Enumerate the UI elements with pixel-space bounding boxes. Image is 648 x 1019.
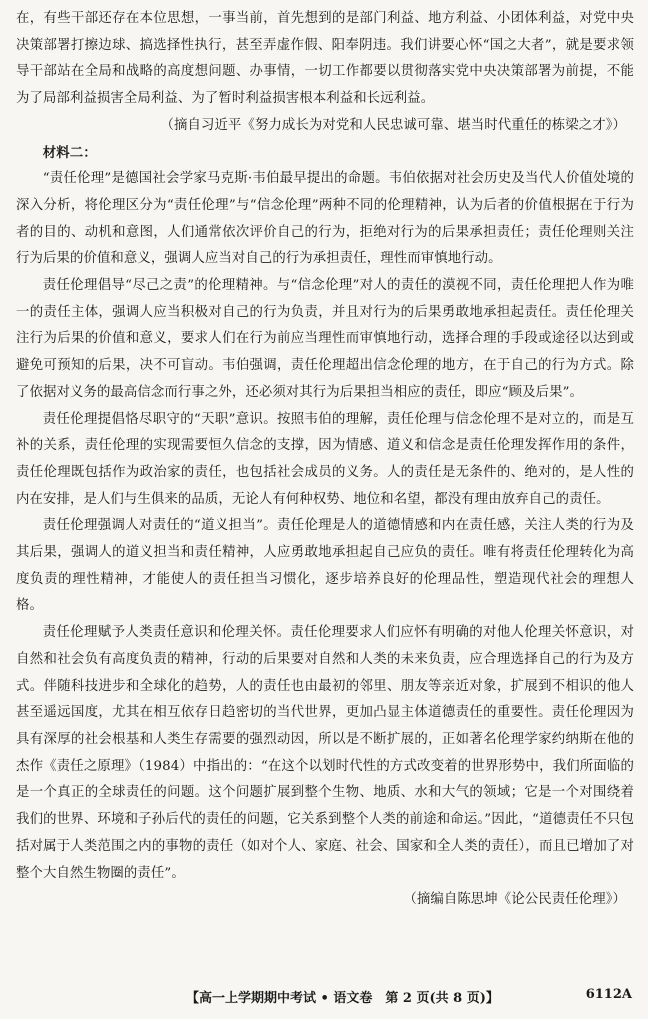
source-citation: （摘自习近平《努力成长为对党和人民忠诚可靠、堪当时代重任的栋梁之才》） xyxy=(160,117,626,133)
paragraph-continuation: 在，有些干部还存在本位思想，一事当前，首先想到的是部门利益、地方利益、小团体利益，对党中央决策部署打擦边球、搞选择性执行，甚至弄虚作假、阳奉阴违。我们讲要心怀“国之大者”，就是要求领导干部站在全局和战略的高度想问题、办事情，一切工作都要以贯彻落实党中央决策部署为前提，不能为了局部利益损害全局利益、为了暂时利益损害根本利益和长远利益。 xyxy=(16,11,634,107)
page-text xyxy=(16,6,634,914)
paragraph: 责任伦理赋予人类责任意识和伦理关怀。责任伦理要求人们应怀有明确的对他人伦理关怀意识，对自然和社会负有高度负责的精神，行动的后果要对自然和人类的未来负责，应合理选择自己的行为及方式。伴随科技进步和全球化的趋势，人的责任也由最初的邻里、朋友等亲近对象，扩展到不相识的他人甚至遥远国度，尤其在相互依存日趋密切的当代世界，更加凸显主体道德责任的重要性。责任伦理因为具有深厚的社会根基和人类生存需要的强烈动因，所以是不断扩展的，正如著名伦理学家约纳斯在他的杰作《责任之原理》（1984）中指出的：“在这个以划时代性的方式改变着的世界形势中，我们所面临的是一个真正的全球责任的问题。这个问题扩展到整个生物、地质、水和大气的领域；它是一个对围绕着我们的世界、环境和子孙后代的责任的问题，它关系到整个人类的前途和命运。”因此，“道德责任不只包括对属于人类范围之内的事物的责任（如对个人、家庭、社会、国家和全人类的责任），而且已增加了对整个大自然生物圈的责任”。 xyxy=(16,625,634,881)
material-heading: 材料二： xyxy=(42,144,97,161)
paragraph: 责任伦理强调人对责任的“道义担当”。责任伦理是人的道德情感和内在责任感，关注人类的行为及其后果，强调人的道义担当和责任精神，人应勇敢地承担起自己应负的责任。唯有将责任伦理转化为高度负责的理性精神，才能使人的责任担当习惯化，逐步培养良好的伦理品性，塑造现代社会的理想人格。 xyxy=(16,518,634,614)
footer-title: 【高一上学期期中考试 • 语文卷 第 2 页(共 8 页)】 xyxy=(186,991,499,1006)
paragraph: 责任伦理提倡恪尽职守的“天职”意识。按照韦伯的理解，责任伦理与信念伦理不是对立的，而是互补的关系，责任伦理的实现需要恒久信念的支撑，因为情感、道义和信念是责任伦理发挥作用的条件，责任伦理既包括作为政治家的责任，也包括社会成员的义务。人的责任是无条件的、绝对的，是人性的内在安排，是人们与生俱来的品质，无论人有何种权势、地位和名望，都没有理由放弃自己的责任。 xyxy=(16,411,634,507)
page-footer xyxy=(0,987,648,1011)
paragraph: 责任伦理倡导“尽己之责”的伦理精神。与“信念伦理”对人的责任的漠视不同，责任伦理把人作为唯一的责任主体，强调人应当积极对自己的行为负责，并且对行为的后果勇敢地承担起责任。责任伦理关注行为后果的价值和意义，要求人们在行为前应当理性而审慎地行动，选择合理的手段或途径以达到或避免可预知的后果，决不可盲动。韦伯强调，责任伦理超出信念伦理的地方，在于自己的行为方式。除了依据对义务的最高信念而行事之外，还必须对其行为后果担当相应的责任，即应“顾及后果”。 xyxy=(16,278,634,400)
paragraph: “责任伦理”是德国社会学家马克斯·韦伯最早提出的命题。韦伯依据对社会历史及当代人价值处境的深入分析，将伦理区分为“责任伦理”与“信念伦理”两种不同的伦理精神，认为后者的价值根据在于行为者的目的、动机和意图，人们通常依次评价自己的行为，拒绝对行为的后果承担责任；责任伦理则关注行为后果的价值和意义，强调人应当对自己的行为承担责任，理性而审慎地行动。 xyxy=(16,171,634,267)
exam-code: 6112A xyxy=(585,987,632,1002)
source-citation: （摘编自陈思坤《论公民责任伦理》） xyxy=(403,892,626,908)
